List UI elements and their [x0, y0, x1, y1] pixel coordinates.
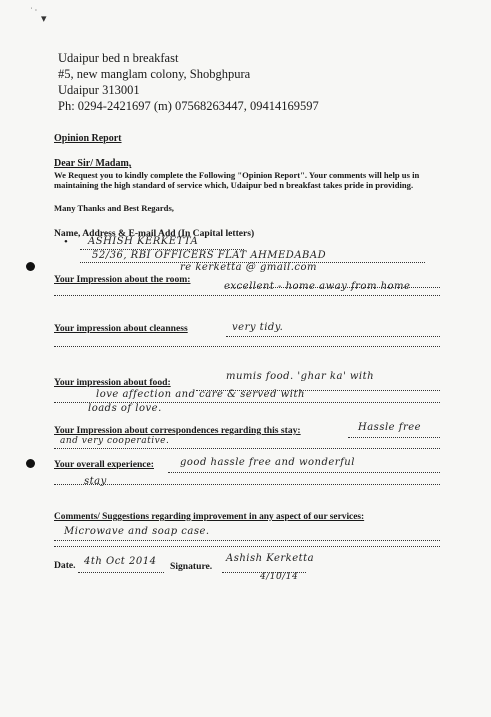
answer-email: re kerketta @ gmail.com [180, 262, 317, 273]
phone-numbers: Ph: 0294-2421697 (m) 07568263447, 09414169597 [58, 99, 319, 113]
punch-hole [26, 459, 35, 468]
street-address: #5, new manglam colony, Shobghpura [58, 67, 251, 81]
answer-name: ASHISH KERKETTA [88, 236, 199, 247]
comments-label: Comments/ Suggestions regarding improvement in any aspect of our services: [54, 512, 365, 522]
fill-line [54, 484, 440, 485]
greeting: Dear Sir/ Madam, [54, 158, 132, 169]
business-name: Udaipur bed n breakfast [58, 51, 179, 65]
fill-line [54, 295, 440, 296]
cleanness-label: Your impression about cleanness [54, 323, 188, 334]
intro-text: We Request you to kindly complete the Following "Opinion Report". Your comments will help us in maintaining the high standard of service which, Udaipur bed n breakfast takes pride in providing. [54, 170, 420, 191]
header-address [58, 50, 319, 114]
fill-line [348, 437, 440, 438]
fill-line [168, 472, 440, 473]
name-address-label: Name, Address & E-mail Add (In Capital letters) [54, 228, 255, 239]
fill-line [54, 448, 440, 449]
room-label: Your Impression about the room: [54, 274, 191, 285]
food-label: Your impression about food: [54, 377, 171, 388]
scan-mark: ▾ [41, 13, 47, 25]
answer-cleanness: very tidy. [232, 322, 284, 333]
answer-correspondence-line2: and very cooperative. [60, 436, 170, 446]
bullet: • [64, 236, 68, 248]
fill-line [54, 540, 440, 541]
fill-line [226, 336, 440, 337]
answer-food-line3: loads of love. [88, 403, 162, 414]
city-postcode: Udaipur 313001 [58, 83, 140, 97]
fill-line [54, 546, 440, 547]
date-value: 4th Oct 2014 [84, 556, 157, 567]
answer-food-line1: mumis food. 'ghar ka' with [226, 371, 375, 382]
answer-overall-line2: stay [84, 476, 107, 487]
answer-room: excellent - home away from home [224, 281, 411, 292]
date-label: Date. [54, 560, 76, 571]
punch-hole [26, 262, 35, 271]
overall-label: Your overall experience: [54, 459, 154, 470]
signature-date: 4/10/14 [260, 572, 299, 582]
signature-label: Signature. [170, 561, 213, 572]
fill-line [54, 346, 440, 347]
answer-food-line2: love affection and care & served with [96, 389, 305, 400]
correspondence-label: Your Impression about correspondences regarding this stay: [54, 425, 301, 436]
fill-line [78, 572, 164, 573]
report-title: Opinion Report [54, 133, 122, 144]
answer-address: 52/36, RBI OFFICERS FLAT AHMEDABAD [92, 250, 327, 261]
answer-correspondence-line1: Hassle free [358, 422, 422, 433]
thanks-text: Many Thanks and Best Regards, [54, 203, 174, 213]
answer-comments: Microwave and soap case. [64, 526, 210, 537]
answer-overall-line1: good hassle free and wonderful [180, 457, 355, 468]
signature-value: Ashish Kerketta [226, 553, 315, 564]
scan-mark: ˙ · [30, 6, 38, 15]
